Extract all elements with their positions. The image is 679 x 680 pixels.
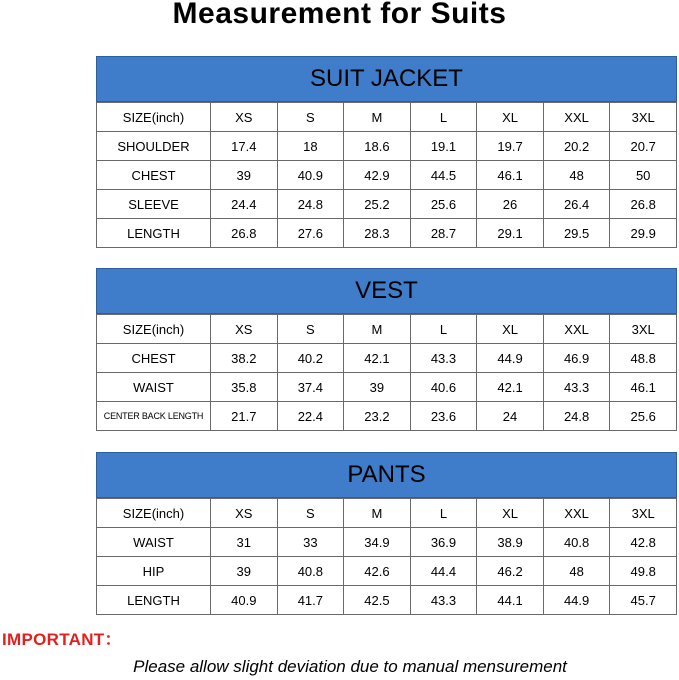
measurement-cell: 19.7 bbox=[477, 132, 544, 161]
measurement-cell: 40.9 bbox=[211, 586, 278, 615]
measurement-cell: 25.6 bbox=[610, 402, 677, 431]
measurement-cell: 44.9 bbox=[477, 344, 544, 373]
size-header-row bbox=[97, 103, 677, 132]
size-header-cell: XL bbox=[477, 103, 544, 132]
measurement-cell: 18.6 bbox=[344, 132, 411, 161]
measurement-cell: 40.2 bbox=[277, 344, 344, 373]
measurement-cell: 41.7 bbox=[277, 586, 344, 615]
size-header-cell: M bbox=[344, 499, 411, 528]
measurement-cell: 46.9 bbox=[543, 344, 610, 373]
measurement-cell: 49.8 bbox=[610, 557, 677, 586]
size-header-cell: 3XL bbox=[610, 103, 677, 132]
size-header-cell: XL bbox=[477, 499, 544, 528]
size-header-cell: XXL bbox=[543, 103, 610, 132]
measurement-cell: 26.8 bbox=[610, 190, 677, 219]
measurement-cell: 25.6 bbox=[410, 190, 477, 219]
vest-table bbox=[96, 314, 677, 431]
pants-section bbox=[96, 452, 677, 615]
measurement-cell: 45.7 bbox=[610, 586, 677, 615]
table-row bbox=[97, 161, 677, 190]
measurement-cell: 44.9 bbox=[543, 586, 610, 615]
measurement-cell: 42.6 bbox=[344, 557, 411, 586]
measurement-cell: 23.6 bbox=[410, 402, 477, 431]
measurement-cell: 22.4 bbox=[277, 402, 344, 431]
size-header-label: SIZE(inch) bbox=[97, 499, 211, 528]
size-header-cell: L bbox=[410, 315, 477, 344]
measurement-cell: 24.4 bbox=[211, 190, 278, 219]
size-header-cell: S bbox=[277, 103, 344, 132]
size-header-cell: S bbox=[277, 499, 344, 528]
measurement-cell: 42.8 bbox=[610, 528, 677, 557]
size-header-label: SIZE(inch) bbox=[97, 103, 211, 132]
measurement-cell: 35.8 bbox=[211, 373, 278, 402]
size-header-cell: M bbox=[344, 315, 411, 344]
size-header-row bbox=[97, 315, 677, 344]
measurement-cell: 28.7 bbox=[410, 219, 477, 248]
measurement-cell: 46.1 bbox=[610, 373, 677, 402]
row-label: CHEST bbox=[97, 161, 211, 190]
size-header-cell: XL bbox=[477, 315, 544, 344]
table-row bbox=[97, 557, 677, 586]
vest-section bbox=[96, 268, 677, 431]
size-header-cell: XS bbox=[211, 499, 278, 528]
table-row bbox=[97, 528, 677, 557]
measurement-cell: 46.1 bbox=[477, 161, 544, 190]
measurement-cell: 28.3 bbox=[344, 219, 411, 248]
measurement-cell: 17.4 bbox=[211, 132, 278, 161]
section-heading: SUIT JACKET bbox=[96, 56, 677, 102]
measurement-cell: 26 bbox=[477, 190, 544, 219]
pants-table bbox=[96, 498, 677, 615]
measurement-cell: 23.2 bbox=[344, 402, 411, 431]
size-header-cell: M bbox=[344, 103, 411, 132]
measurement-cell: 48 bbox=[543, 161, 610, 190]
size-header-cell: 3XL bbox=[610, 315, 677, 344]
measurement-cell: 24.8 bbox=[543, 402, 610, 431]
row-label: CHEST bbox=[97, 344, 211, 373]
measurement-cell: 42.1 bbox=[344, 344, 411, 373]
measurement-cell: 40.8 bbox=[543, 528, 610, 557]
measurement-cell: 44.4 bbox=[410, 557, 477, 586]
measurement-cell: 40.9 bbox=[277, 161, 344, 190]
measurement-cell: 27.6 bbox=[277, 219, 344, 248]
row-label: WAIST bbox=[97, 528, 211, 557]
measurement-cell: 42.9 bbox=[344, 161, 411, 190]
measurement-cell: 36.9 bbox=[410, 528, 477, 557]
important-label: IMPORTANT： bbox=[2, 630, 122, 649]
row-label: WAIST bbox=[97, 373, 211, 402]
measurement-cell: 44.5 bbox=[410, 161, 477, 190]
suit-jacket-section bbox=[96, 56, 677, 248]
size-header-cell: S bbox=[277, 315, 344, 344]
table-row bbox=[97, 190, 677, 219]
measurement-cell: 46.2 bbox=[477, 557, 544, 586]
measurement-cell: 38.9 bbox=[477, 528, 544, 557]
size-header-cell: L bbox=[410, 499, 477, 528]
measurement-cell: 29.5 bbox=[543, 219, 610, 248]
row-label: LENGTH bbox=[97, 219, 211, 248]
measurement-cell: 38.2 bbox=[211, 344, 278, 373]
table-row bbox=[97, 219, 677, 248]
measurement-cell: 29.9 bbox=[610, 219, 677, 248]
table-row bbox=[97, 586, 677, 615]
measurement-cell: 25.2 bbox=[344, 190, 411, 219]
measurement-cell: 42.1 bbox=[477, 373, 544, 402]
measurement-cell: 20.7 bbox=[610, 132, 677, 161]
size-header-label: SIZE(inch) bbox=[97, 315, 211, 344]
measurement-cell: 43.3 bbox=[410, 344, 477, 373]
measurement-cell: 39 bbox=[211, 161, 278, 190]
measurement-cell: 26.8 bbox=[211, 219, 278, 248]
measurement-cell: 44.1 bbox=[477, 586, 544, 615]
row-label: HIP bbox=[97, 557, 211, 586]
measurement-cell: 43.3 bbox=[543, 373, 610, 402]
size-header-cell: XS bbox=[211, 315, 278, 344]
deviation-note: Please allow slight deviation due to manual mensurement bbox=[133, 657, 567, 676]
measurement-cell: 31 bbox=[211, 528, 278, 557]
table-row bbox=[97, 373, 677, 402]
measurement-cell: 40.8 bbox=[277, 557, 344, 586]
suit-jacket-table bbox=[96, 102, 677, 248]
row-label: CENTER BACK LENGTH bbox=[97, 402, 211, 431]
size-header-row bbox=[97, 499, 677, 528]
measurement-cell: 29.1 bbox=[477, 219, 544, 248]
measurement-cell: 48.8 bbox=[610, 344, 677, 373]
measurement-cell: 40.6 bbox=[410, 373, 477, 402]
size-header-cell: XXL bbox=[543, 315, 610, 344]
page-title: Measurement for Suits bbox=[172, 0, 507, 30]
table-row bbox=[97, 402, 677, 431]
row-label: SHOULDER bbox=[97, 132, 211, 161]
measurement-cell: 21.7 bbox=[211, 402, 278, 431]
measurement-cell: 42.5 bbox=[344, 586, 411, 615]
measurement-cell: 39 bbox=[211, 557, 278, 586]
measurement-cell: 24 bbox=[477, 402, 544, 431]
measurement-cell: 26.4 bbox=[543, 190, 610, 219]
measurement-cell: 34.9 bbox=[344, 528, 411, 557]
measurement-cell: 48 bbox=[543, 557, 610, 586]
size-header-cell: 3XL bbox=[610, 499, 677, 528]
row-label: LENGTH bbox=[97, 586, 211, 615]
measurement-cell: 50 bbox=[610, 161, 677, 190]
table-row bbox=[97, 132, 677, 161]
measurement-cell: 19.1 bbox=[410, 132, 477, 161]
row-label: SLEEVE bbox=[97, 190, 211, 219]
measurement-cell: 20.2 bbox=[543, 132, 610, 161]
section-heading: VEST bbox=[96, 268, 677, 314]
size-header-cell: XS bbox=[211, 103, 278, 132]
measurement-cell: 43.3 bbox=[410, 586, 477, 615]
table-row bbox=[97, 344, 677, 373]
measurement-cell: 18 bbox=[277, 132, 344, 161]
size-header-cell: XXL bbox=[543, 499, 610, 528]
measurement-cell: 37.4 bbox=[277, 373, 344, 402]
measurement-cell: 24.8 bbox=[277, 190, 344, 219]
measurement-cell: 33 bbox=[277, 528, 344, 557]
section-heading: PANTS bbox=[96, 452, 677, 498]
size-header-cell: L bbox=[410, 103, 477, 132]
measurement-cell: 39 bbox=[344, 373, 411, 402]
